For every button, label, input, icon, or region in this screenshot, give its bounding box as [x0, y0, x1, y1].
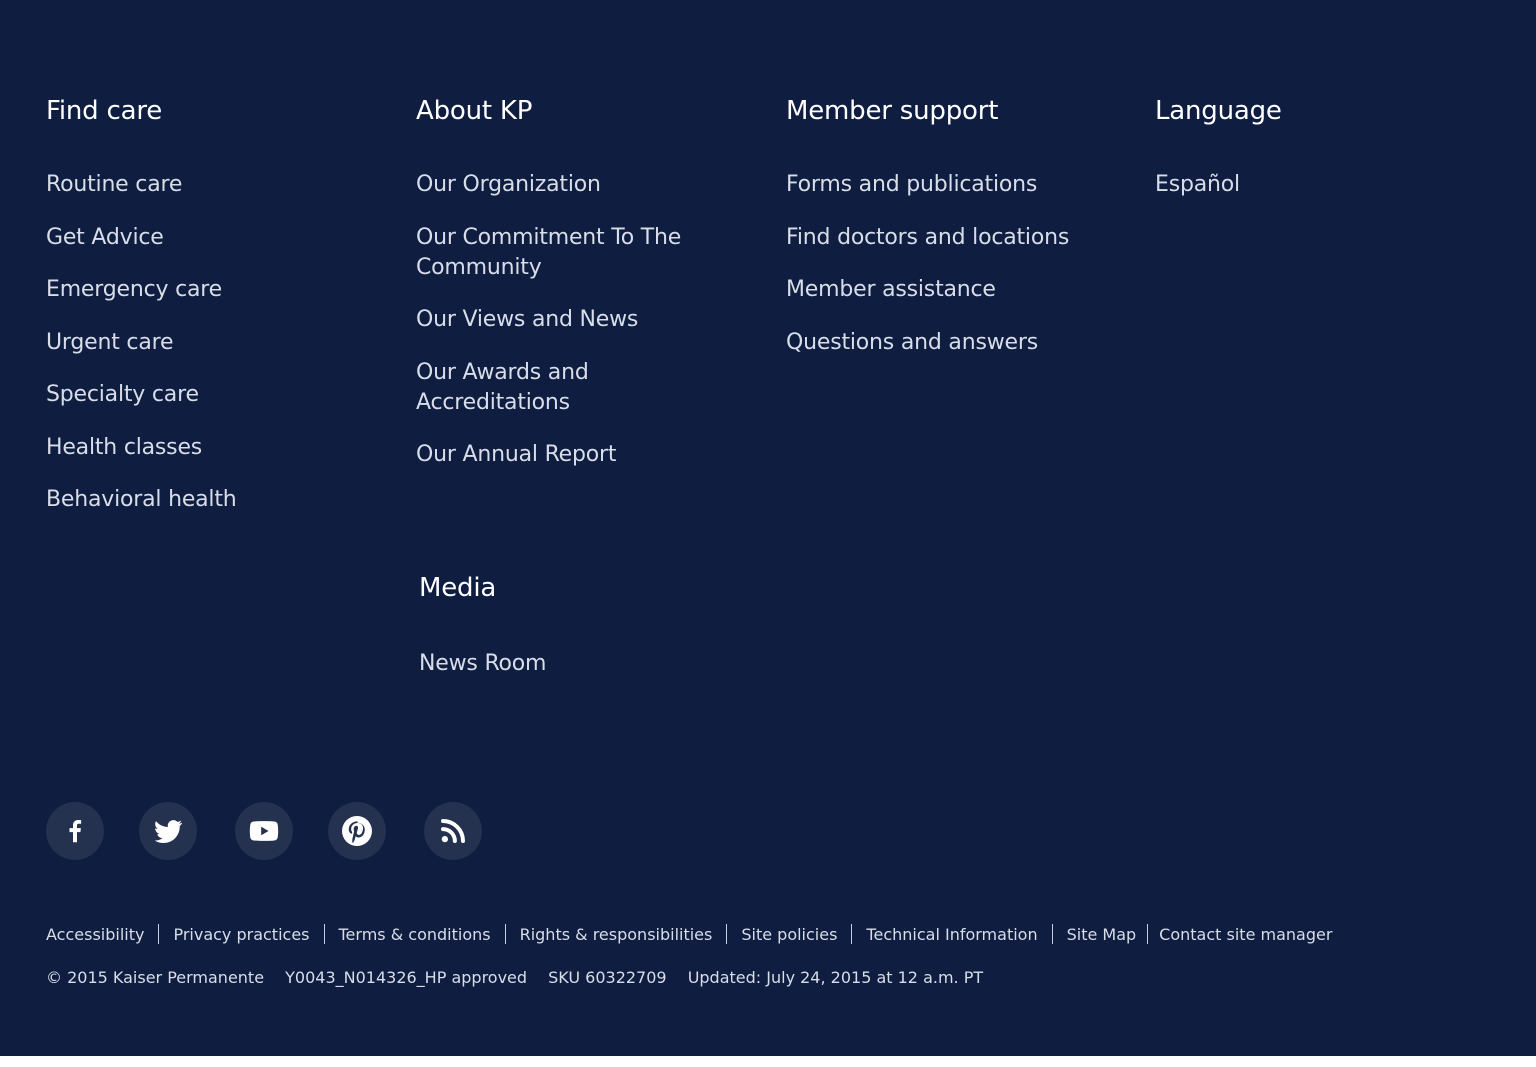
link-rights-responsibilities[interactable]: Rights & responsibilities [519, 925, 713, 944]
link-our-awards[interactable]: Our Awards and Accreditations [416, 359, 589, 415]
about-kp-heading: About KP [416, 96, 533, 126]
link-find-doctors[interactable]: Find doctors and locations [786, 224, 1070, 250]
rss-icon [438, 816, 468, 846]
find-care-links [46, 170, 376, 515]
separator [1147, 924, 1148, 944]
link-member-assistance[interactable]: Member assistance [786, 277, 996, 302]
youtube-button[interactable] [235, 802, 293, 860]
copyright-line [46, 967, 999, 989]
link-our-annual-report[interactable]: Our Annual Report [416, 442, 617, 467]
rss-button[interactable] [424, 802, 482, 860]
approval-code: Y0043_N014326_HP approved [285, 968, 528, 987]
member-support-heading: Member support [786, 96, 999, 126]
separator [324, 924, 325, 944]
find-care-column [46, 94, 376, 538]
link-our-organization[interactable]: Our Organization [416, 172, 601, 197]
pinterest-icon [339, 813, 375, 849]
link-health-classes[interactable]: Health classes [46, 434, 203, 460]
about-kp-column [416, 94, 736, 493]
link-our-commitment[interactable]: Our Commitment To The Community [416, 224, 682, 280]
link-urgent-care[interactable]: Urgent care [46, 329, 174, 355]
facebook-button[interactable] [46, 802, 104, 860]
link-emergency-care[interactable]: Emergency care [46, 277, 222, 302]
separator [158, 924, 159, 944]
separator [505, 924, 506, 944]
link-espanol[interactable]: Español [1155, 172, 1240, 197]
twitter-button[interactable] [139, 802, 197, 860]
legal-links [46, 924, 1332, 946]
link-privacy-practices[interactable]: Privacy practices [173, 925, 310, 944]
link-terms-conditions[interactable]: Terms & conditions [338, 925, 491, 944]
link-news-room[interactable]: News Room [419, 651, 547, 676]
link-routine-care[interactable]: Routine care [46, 172, 183, 197]
separator [851, 924, 852, 944]
copyright-notice: © 2015 Kaiser Permanente [46, 968, 265, 987]
link-questions-answers[interactable]: Questions and answers [786, 329, 1038, 355]
separator [726, 924, 727, 944]
twitter-icon [152, 815, 184, 847]
media-column [419, 571, 739, 702]
link-behavioral-health[interactable]: Behavioral health [46, 487, 237, 512]
link-site-map[interactable]: Site Map [1066, 925, 1137, 944]
link-site-policies[interactable]: Site policies [741, 925, 838, 944]
member-support-links [786, 170, 1116, 358]
language-column [1155, 94, 1485, 223]
link-technical-information[interactable]: Technical Information [866, 925, 1038, 944]
link-accessibility[interactable]: Accessibility [46, 925, 145, 944]
about-kp-links [416, 170, 736, 470]
youtube-icon [247, 814, 281, 848]
facebook-icon [60, 816, 90, 846]
link-our-views-news[interactable]: Our Views and News [416, 307, 639, 332]
language-links [1155, 170, 1485, 200]
link-specialty-care[interactable]: Specialty care [46, 382, 199, 407]
media-heading: Media [419, 573, 497, 603]
link-get-advice[interactable]: Get Advice [46, 224, 164, 250]
separator [1052, 924, 1053, 944]
link-contact-site-manager[interactable]: Contact site manager [1159, 925, 1333, 944]
find-care-heading: Find care [46, 96, 163, 126]
media-links [419, 649, 739, 679]
updated-date: Updated: July 24, 2015 at 12 a.m. PT [687, 968, 984, 987]
pinterest-button[interactable] [328, 802, 386, 860]
member-support-column [786, 94, 1116, 380]
language-heading: Language [1155, 96, 1282, 126]
sku-code: SKU 60322709 [548, 968, 667, 987]
link-forms-publications[interactable]: Forms and publications [786, 172, 1038, 197]
